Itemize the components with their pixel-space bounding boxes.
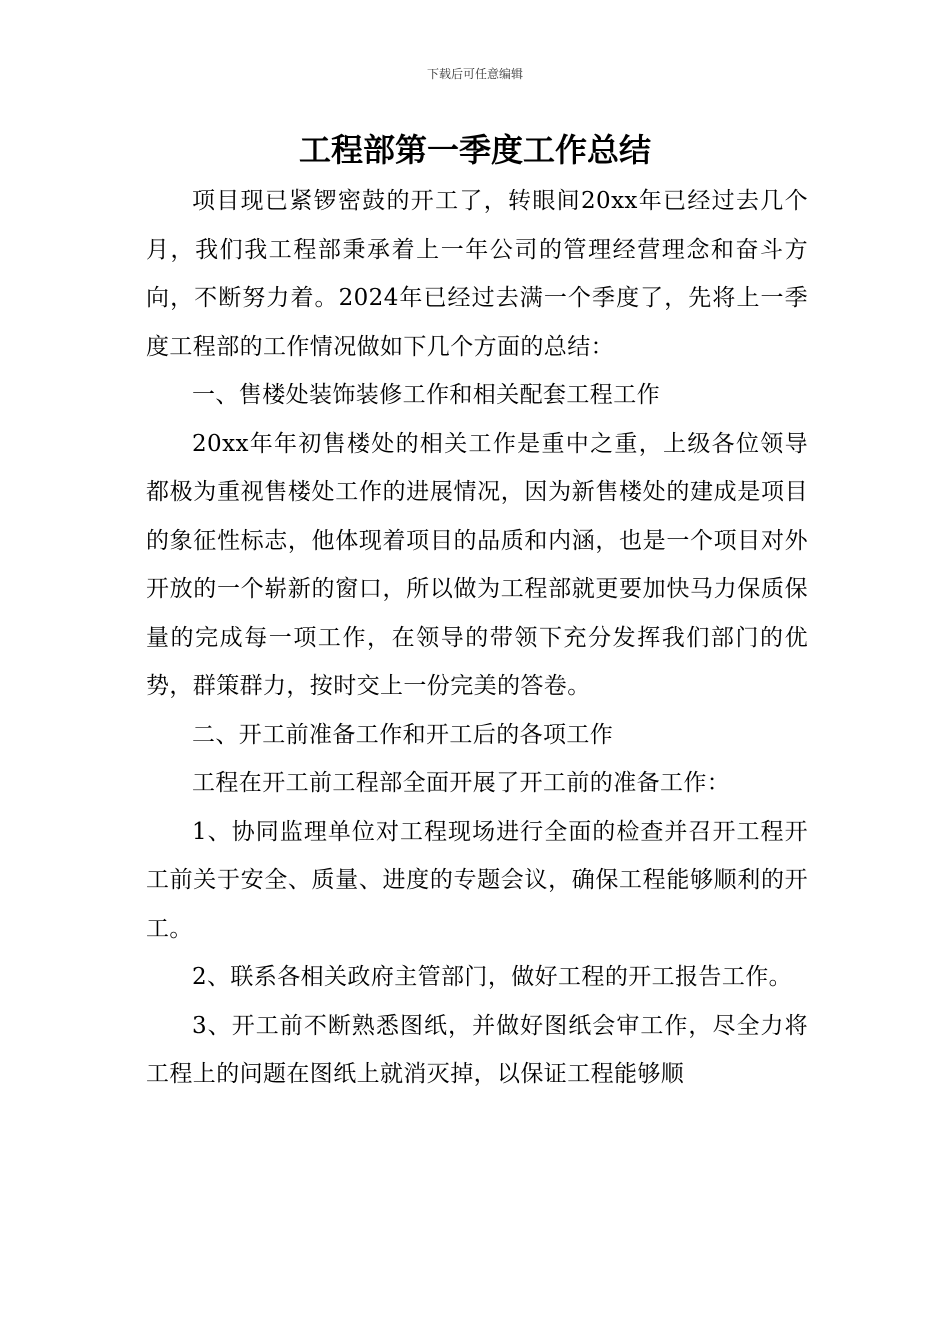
document-title: 工程部第一季度工作总结 bbox=[298, 131, 651, 169]
section-heading-2: 二、开工前准备工作和开工后的各项工作 bbox=[192, 721, 614, 748]
paragraph-preparation-intro: 工程在开工前工程部全面开展了开工前的准备工作： bbox=[192, 770, 731, 796]
list-item-2: 2、联系各相关政府主管部门，做好工程的开工报告工作。 bbox=[192, 964, 793, 990]
paragraph-intro: 项目现已紧锣密鼓的开工了，转眼间20xx年已经过去几个月，我们我工程部秉承着上一年公司的管理经营理念和奋斗方向，不断努力着。2024年已经过去满一个季度了，先将上一季度工程部的工作情况做如下几个方面的总结： bbox=[146, 188, 808, 360]
section-heading-1: 一、售楼处装饰装修工作和相关配套工程工作 bbox=[192, 382, 660, 408]
list-item-3: 3、开工前不断熟悉图纸，并做好图纸会审工作，尽全力将工程上的问题在图纸上就消灭掉，以保证工程能够顺 bbox=[146, 1012, 808, 1087]
page-header-note: 下载后可任意编辑 bbox=[426, 67, 523, 81]
document-body bbox=[146, 177, 808, 1099]
list-item-1: 1、协同监理单位对工程现场进行全面的检查并召开工程开工前关于安全、质量、进度的专题会议，确保工程能够顺利的开工。 bbox=[146, 818, 808, 942]
paragraph-sales-office: 20xx年年初售楼处的相关工作是重中之重，上级各位领导都极为重视售楼处工作的进展情况，因为新售楼处的建成是项目的象征性标志，他体现着项目的品质和内涵，也是一个项目对外开放的一个崭新的窗口，所以做为工程部就更要加快马力保质保量的完成每一项工作，在领导的带领下充分发挥我们部门的优势，群策群力，按时交上一份完美的答卷。 bbox=[146, 430, 808, 699]
